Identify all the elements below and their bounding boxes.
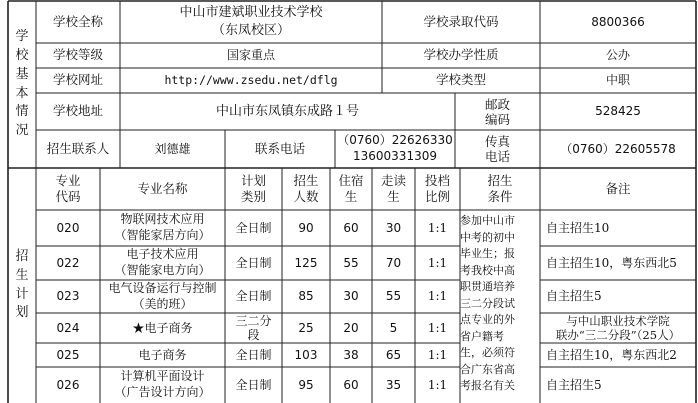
header-count: 招生 人数 <box>293 173 319 204</box>
row-name: 物联网技术应用 （智能家居方向） <box>114 212 211 242</box>
school-level-label: 学校等级 <box>52 47 103 63</box>
basic-info-section-label: 学 校 基 本 情 况 <box>15 28 29 139</box>
enrollment-section-label: 招 生 计 划 <box>15 248 29 321</box>
phone-label: 联系电话 <box>254 140 305 156</box>
header-remarks: 备注 <box>605 180 631 196</box>
row-code: 024 <box>56 320 80 335</box>
address-value: 中山市东凤镇东成路１号 <box>215 103 359 119</box>
row-count: 125 <box>294 255 318 270</box>
row-count: 95 <box>298 377 314 392</box>
row-plan-type: 全日制 <box>235 255 272 270</box>
postcode-value: 528425 <box>595 104 641 119</box>
row-code: 023 <box>56 289 80 304</box>
row-remarks: 自主招生10 <box>546 220 610 235</box>
header-day: 走读 生 <box>380 173 406 204</box>
row-day: 35 <box>385 377 402 392</box>
row-day: 55 <box>385 289 402 304</box>
row-name: 计算机平面设计 （广告设计方向） <box>114 369 211 399</box>
header-boarding: 住宿 生 <box>338 173 364 204</box>
row-remarks: 自主招生10，粤东西北5 <box>546 255 677 270</box>
row-boarding: 60 <box>343 377 359 392</box>
row-plan-type: 三二分 段 <box>235 313 272 342</box>
row-ratio: 1:1 <box>427 220 448 235</box>
row-code: 026 <box>56 377 80 392</box>
admission-code-value: 8800366 <box>591 14 645 29</box>
row-remarks: 自主招生10，粤东西北2 <box>546 347 677 362</box>
row-ratio: 1:1 <box>427 289 448 304</box>
row-day: 30 <box>385 220 402 235</box>
contact-value: 刘德雄 <box>154 141 191 156</box>
row-boarding: 55 <box>343 255 359 270</box>
school-type-label: 学校类型 <box>435 72 486 88</box>
row-plan-type: 全日制 <box>235 289 272 304</box>
website-label: 学校网址 <box>52 72 103 88</box>
header-conditions: 招生 条件 <box>487 173 513 204</box>
fax-label: 传真 电话 <box>484 134 510 164</box>
school-name-value: 中山市建斌职业技术学校 （东凤校区） <box>179 5 323 38</box>
row-count: 90 <box>298 220 314 235</box>
header-name: 专业名称 <box>137 180 188 196</box>
header-ratio: 投档 比例 <box>424 173 450 204</box>
row-name: 电子技术应用 （智能家电方向） <box>114 247 211 277</box>
conditions-text: 参加中山市 中考的初中 毕业生；报 考我校中高 职贯通培养 三二分段试 点专业的外 省户籍考 生，必须符 合广东省高 考报名有关 <box>460 214 515 392</box>
contact-label: 招生联系人 <box>46 140 110 156</box>
phone-value: （0760）22626330 13600331309 <box>337 133 453 163</box>
row-ratio: 1:1 <box>427 377 448 392</box>
row-name: 电气设备运行与控制 （美的班） <box>108 280 217 311</box>
row-count: 85 <box>298 289 314 304</box>
row-plan-type: 全日制 <box>235 377 272 392</box>
row-ratio: 1:1 <box>427 347 448 362</box>
row-day: 65 <box>385 347 402 362</box>
row-ratio: 1:1 <box>427 255 448 270</box>
fax-value: （0760）22605578 <box>560 141 676 156</box>
row-remarks: 自主招生5 <box>546 377 602 392</box>
row-day: 70 <box>385 255 402 270</box>
address-label: 学校地址 <box>52 103 103 119</box>
website-value[interactable]: http://www.zsedu.net/dflg <box>164 72 338 87</box>
row-code: 022 <box>56 255 80 270</box>
school-name-label: 学校全称 <box>52 13 103 29</box>
row-plan-type: 全日制 <box>235 220 272 235</box>
row-code: 025 <box>56 347 80 362</box>
header-plan-type: 计划 类别 <box>240 173 266 204</box>
row-boarding: 38 <box>343 347 359 362</box>
school-type-value: 中职 <box>605 73 630 88</box>
row-name: 电子商务 <box>138 347 187 362</box>
school-level-value: 国家重点 <box>226 48 275 63</box>
school-nature-value: 公办 <box>605 48 630 63</box>
row-count: 103 <box>294 347 318 362</box>
row-count: 25 <box>298 320 314 335</box>
school-nature-label: 学校办学性质 <box>423 47 499 63</box>
row-plan-type: 全日制 <box>235 347 272 362</box>
row-day: 5 <box>389 320 398 335</box>
header-code: 专业 代码 <box>55 173 81 204</box>
row-boarding: 60 <box>343 220 359 235</box>
row-remarks: 与中山职业技术学院 联办“三二分段”（25人） <box>555 313 681 342</box>
row-name: ★电子商务 <box>132 320 193 335</box>
row-remarks: 自主招生5 <box>546 289 602 304</box>
row-ratio: 1:1 <box>427 320 448 335</box>
row-boarding: 20 <box>343 320 359 335</box>
admission-code-label: 学校录取代码 <box>423 13 499 29</box>
postcode-label: 邮政 编码 <box>484 96 510 127</box>
row-code: 020 <box>56 220 80 235</box>
row-boarding: 30 <box>343 289 359 304</box>
